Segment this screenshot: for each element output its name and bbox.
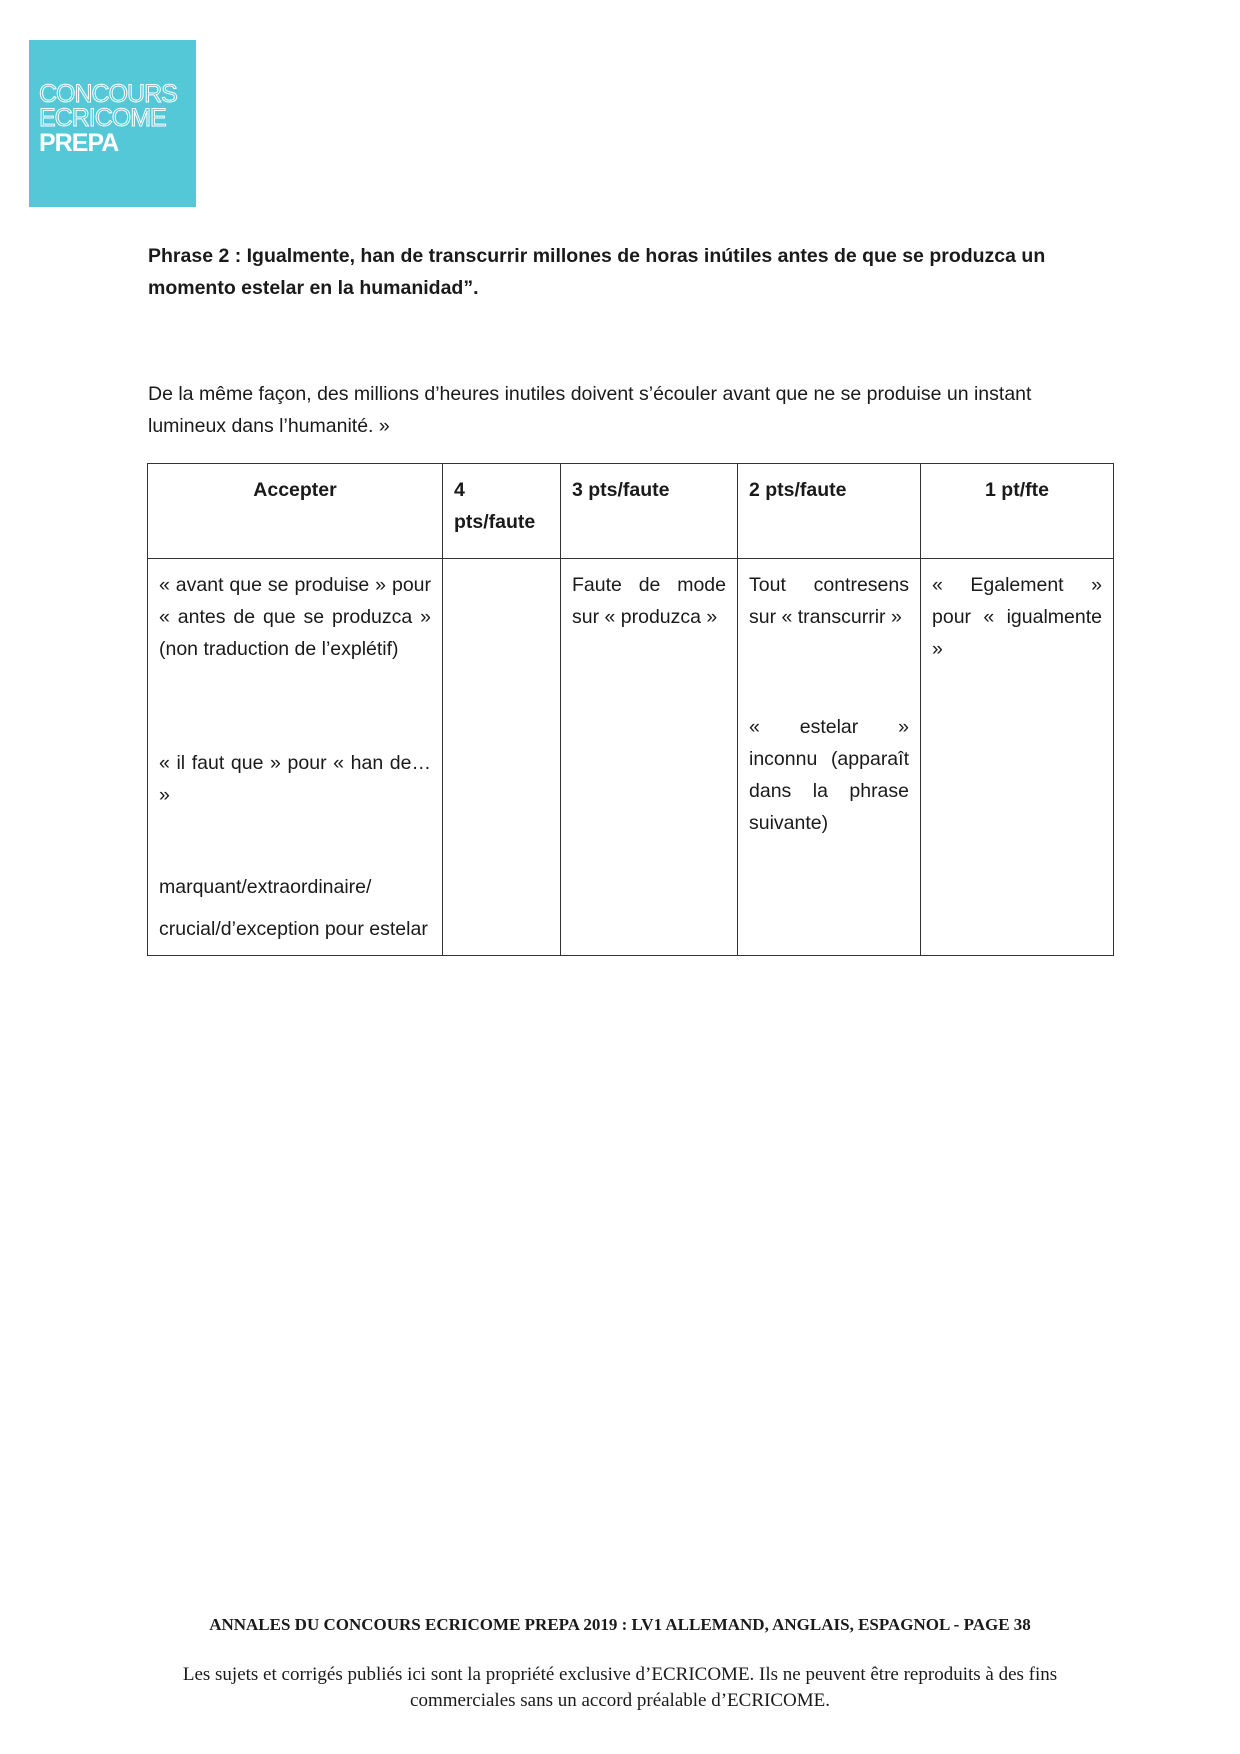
footer-copyright-note: Les sujets et corrigés publiés ici sont la propriété exclusive d’ECRICOME. Ils ne peuvent être reproduits à des fins commerciales sans un accord préalable d’ECRICOME. — [182, 1664, 1058, 1711]
cell-2pts — [738, 559, 921, 956]
table-row — [148, 559, 1114, 956]
accepter-item: marquant/extraordinaire/ — [159, 876, 372, 898]
accepter-item: « avant que se produise » pour « antes de que se produzca » (non traduction de l’explétif) — [159, 574, 431, 660]
two-pts-item: « estelar » inconnu (apparaît dans la phrase suivante) — [749, 716, 909, 834]
accepter-item: crucial/d’exception pour estelar — [159, 918, 428, 940]
two-pts-item: Tout contresens sur « transcurrir » — [749, 574, 909, 628]
table-header-row — [148, 464, 1114, 559]
grading-table — [147, 463, 1114, 956]
logo-line-concours: CONCOURS — [39, 80, 177, 108]
cell-1pt — [921, 559, 1114, 956]
translation-text: De la même façon, des millions d’heures inutiles doivent s’écouler avant que ne se produise un instant lumineux dans l’humanité. » — [148, 383, 1032, 437]
logo-line-ecricome: ECRICOME — [39, 104, 166, 132]
ecricome-logo — [29, 40, 196, 207]
accepter-item: « il faut que » pour « han de… » — [159, 752, 431, 806]
header-1pt: 1 pt/fte — [921, 464, 1114, 559]
header-accepter: Accepter — [148, 464, 443, 559]
cell-4pts — [443, 559, 561, 956]
footer-title: ANNALES DU CONCOURS ECRICOME PREPA 2019 : LV1 ALLEMAND, ANGLAIS, ESPAGNOL - PAGE 38 — [209, 1615, 1031, 1634]
logo-line-prepa: PREPA — [39, 129, 119, 157]
cell-accepter — [148, 559, 443, 956]
one-pt-item: « Egalement » pour « igualmente » — [932, 574, 1102, 660]
header-4pts: 4 pts/faute — [443, 464, 561, 559]
source-phrase: Phrase 2 : Igualmente, han de transcurrir millones de horas inútiles antes de que se produzca un momento estelar en la humanidad”. — [148, 245, 1046, 299]
header-3pts: 3 pts/faute — [561, 464, 738, 559]
header-2pts: 2 pts/faute — [738, 464, 921, 559]
three-pts-item: Faute de mode sur « produzca » — [572, 574, 726, 628]
cell-3pts — [561, 559, 738, 956]
